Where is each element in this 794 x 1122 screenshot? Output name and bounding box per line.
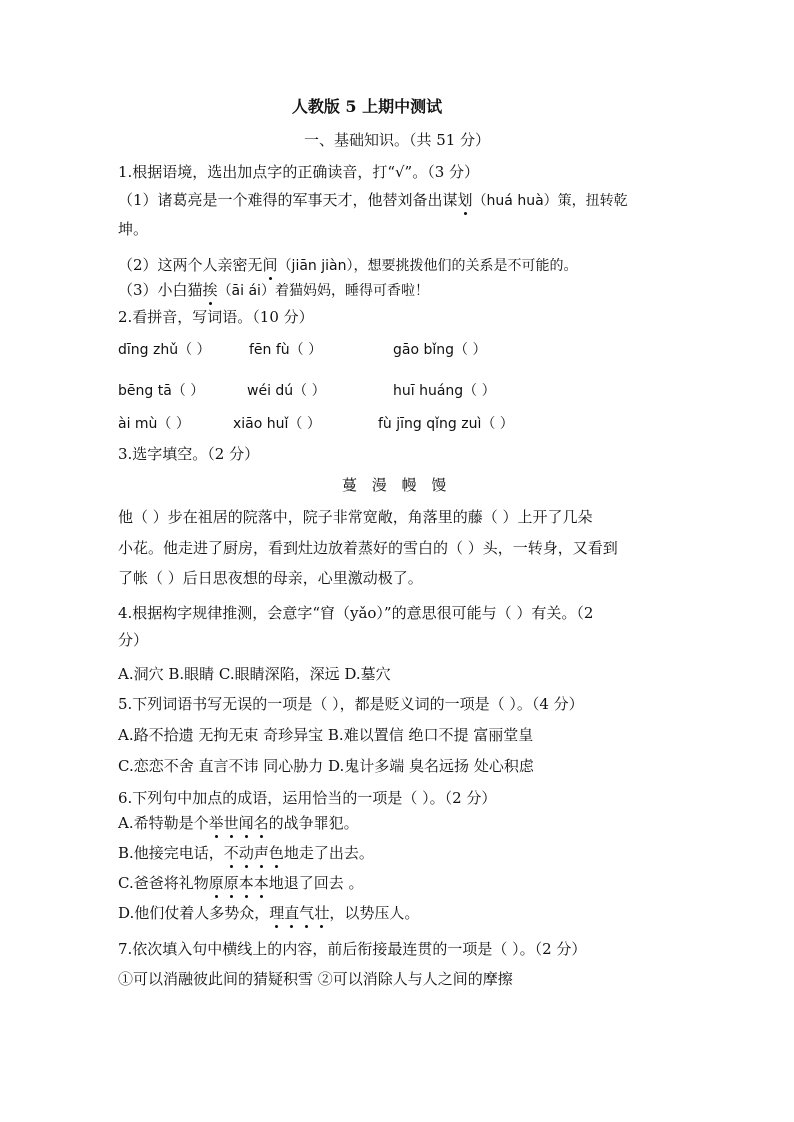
question-5-stem: 5.下列词语书写无误的一项是（ ），都是贬义词的一项是（ ）。（4 分） [118, 695, 584, 713]
dotted-char: 理 [269, 904, 285, 922]
item-text: （āi ái）着猫妈妈，睡得可香啦！ [217, 283, 429, 299]
question-1-item-1-cont: 坤。 [118, 220, 149, 238]
pinyin-item: dīng zhǔ（ ） [118, 342, 211, 358]
question-4-stem-cont: 分） [118, 631, 149, 649]
dotted-char: 动 [238, 844, 254, 862]
pinyin-item: bēng tā（ ） [118, 383, 205, 399]
question-1-item-1 [118, 190, 628, 211]
item-text: （3）小白猫 [118, 281, 203, 299]
item-text: （2）这两个人亲密无 [118, 256, 263, 274]
question-7-stem: 7.依次填入句中横线上的内容，前后衔接最连贯的一项是（ ）。（2 分） [118, 940, 587, 958]
item-text: （huá huà）策，扭转乾 [472, 193, 628, 209]
option-text: D.他们仗着人多势众， [118, 904, 270, 922]
item-text: （jiān jiàn），想要挑拨他们的关系是不可能的。 [277, 258, 578, 274]
question-1-item-3 [118, 280, 429, 301]
pinyin-item: ài mù（ ） [118, 416, 190, 432]
dotted-char: 名 [253, 814, 269, 832]
option-text: ，以势压人。 [329, 904, 420, 922]
pinyin-item: xiāo huǐ（ ） [233, 416, 321, 432]
choice-char: 幔 [401, 476, 417, 494]
question-3-passage-line-2: 小花。他走进了厨房，看到灶边放着蒸好的雪白的（ ）头，一转身，又看到 [118, 539, 618, 557]
dotted-char: 不 [223, 844, 239, 862]
choice-char: 馒 [431, 476, 447, 494]
question-5-options-1: A.路不拾遗 无拘无束 奇珍异宝 B.难以置信 绝口不提 富丽堂皇 [118, 726, 534, 744]
pinyin-item: fù jīng qǐng zuì（ ） [378, 416, 514, 432]
item-text: （1）诸葛亮是一个难得的军事天才，他替刘备出谋 [118, 191, 458, 209]
dotted-char: 气 [299, 904, 315, 922]
question-5-options-2: C.恋恋不舍 直言不讳 同心胁力 D.鬼计多端 臭名远扬 处心积虑 [118, 757, 534, 775]
character-choices [337, 475, 451, 495]
dotted-char: 闻 [238, 814, 254, 832]
dotted-char: 原 [223, 874, 239, 892]
question-2-stem: 2.看拼音，写词语。（10 分） [118, 308, 314, 326]
dotted-char: 本 [238, 874, 254, 892]
question-1-stem: 1.根据语境，选出加点字的正确读音，打“√”。（3 分） [118, 163, 480, 181]
option-text: 地走了出去。 [283, 844, 374, 862]
option-text: A.希特勒是个 [118, 814, 209, 832]
option-text: 地退了回去 。 [268, 874, 364, 892]
question-6-option-a [118, 813, 359, 833]
question-6-stem: 6.下列句中加点的成语，运用恰当的一项是（ ）。（2 分） [118, 789, 497, 807]
pinyin-item: wéi dú（ ） [247, 383, 326, 399]
question-1-item-2 [118, 255, 577, 276]
dotted-idiom [209, 874, 269, 892]
section-heading: 一、基础知识。（共 51 分） [303, 131, 491, 149]
dotted-char: 间 [262, 256, 278, 274]
dotted-char: 本 [253, 874, 269, 892]
dotted-char: 色 [268, 844, 284, 862]
dotted-char: 挨 [202, 281, 218, 299]
option-text: C.爸爸将礼物 [118, 874, 209, 892]
pinyin-item: fēn fù（ ） [249, 342, 323, 358]
question-3-stem: 3.选字填空。（2 分） [118, 445, 260, 463]
question-4-options: A.洞穴 B.眼睛 C.眼睛深陷，深远 D.墓穴 [118, 665, 391, 683]
option-text: 的战争罪犯。 [268, 814, 359, 832]
dotted-idiom [224, 844, 284, 862]
page-title: 人教版 5 上期中测试 [291, 97, 443, 116]
pinyin-item: gāo bǐng（ ） [393, 342, 487, 358]
dotted-char: 划 [457, 191, 473, 209]
question-6-option-c [118, 873, 364, 893]
choice-char: 漫 [371, 476, 387, 494]
choice-char: 蔓 [342, 476, 358, 494]
dotted-char: 举 [208, 814, 224, 832]
dotted-char: 直 [284, 904, 300, 922]
pinyin-item: huī huáng（ ） [393, 383, 496, 399]
dotted-idiom [269, 904, 329, 922]
question-6-option-d [118, 903, 419, 923]
dotted-char: 世 [223, 814, 239, 832]
option-text: B.他接完电话， [118, 844, 224, 862]
dotted-char: 壮 [314, 904, 330, 922]
question-3-passage-line-1: 他（ ）步在祖居的院落中，院子非常宽敞，角落里的藤（ ）上开了几朵 [118, 508, 593, 526]
dotted-char: 原 [208, 874, 224, 892]
question-7-options: ①可以消融彼此间的猜疑积雪 ②可以消除人与人之间的摩擦 [118, 970, 513, 988]
dotted-idiom [209, 814, 269, 832]
question-6-option-b [118, 843, 374, 863]
question-4-stem: 4.根据构字规律推测，会意字“窅（yǎo）”的意思很可能与（ ）有关。（2 [118, 604, 594, 622]
dotted-char: 声 [253, 844, 269, 862]
question-3-passage-line-3: 了帐（ ）后日思夜想的母亲，心里激动极了。 [118, 569, 423, 587]
